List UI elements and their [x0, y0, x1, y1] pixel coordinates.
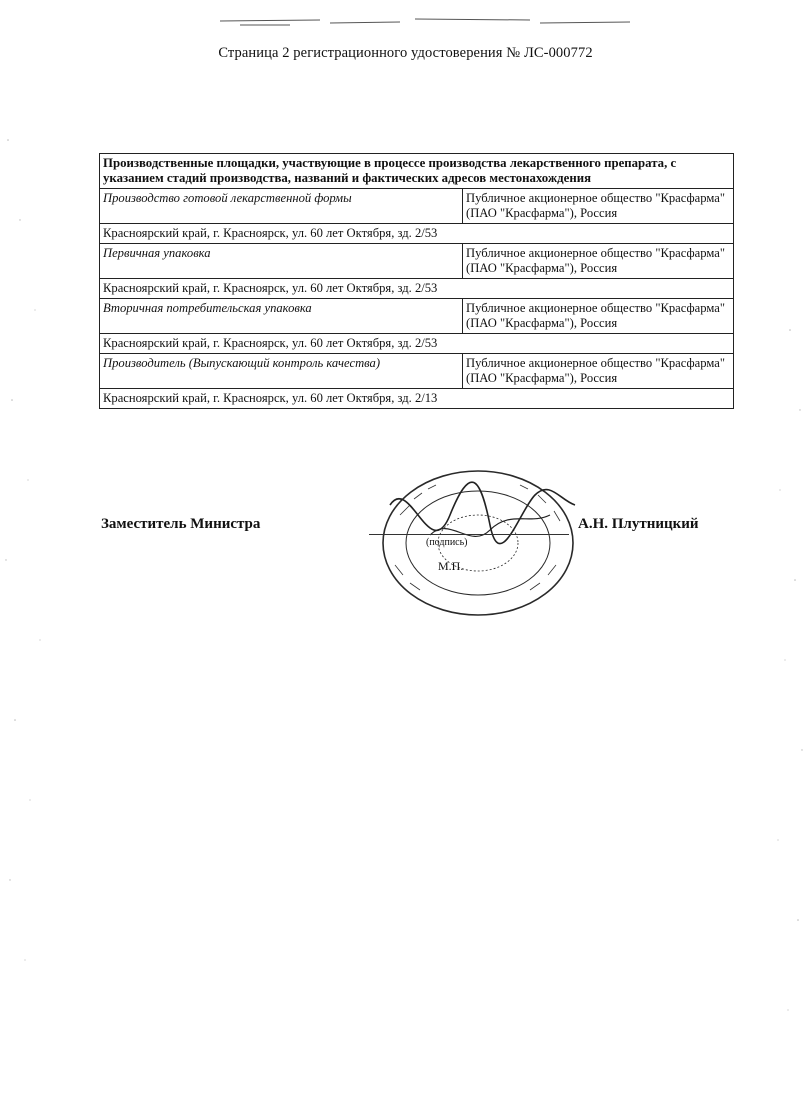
address-cell: Красноярский край, г. Красноярск, ул. 60 лет Октября, зд. 2/53 — [100, 224, 734, 244]
signatory-name: А.Н. Плутницкий — [578, 516, 699, 532]
stage-cell: Вторичная потребительская упаковка — [100, 299, 463, 334]
table-title: Производственные площадки, участвующие в процессе производства лекарственного препарата, с указанием стадий производства, названий и фактических адресов местонахождения — [100, 154, 734, 189]
stage-cell: Производство готовой лекарственной формы — [100, 189, 463, 224]
company-cell: Публичное акционерное общество "Красфарма" (ПАО "Красфарма"), Россия — [463, 244, 734, 279]
page-header: Страница 2 регистрационного удостоверения № ЛС-000772 — [218, 45, 593, 61]
table-row — [100, 189, 734, 224]
table-row — [100, 279, 734, 299]
address-cell: Красноярский край, г. Красноярск, ул. 60 лет Октября, зд. 2/13 — [100, 389, 734, 409]
stage-cell: Производитель (Выпускающий контроль качества) — [100, 354, 463, 389]
production-sites-table — [99, 153, 734, 409]
table-row — [100, 354, 734, 389]
company-cell: Публичное акционерное общество "Красфарма" (ПАО "Красфарма"), Россия — [463, 354, 734, 389]
signature-line — [369, 534, 569, 535]
signature-caption: (подпись) — [426, 537, 468, 548]
company-cell: Публичное акционерное общество "Красфарма" (ПАО "Красфарма"), Россия — [463, 299, 734, 334]
address-cell: Красноярский край, г. Красноярск, ул. 60 лет Октября, зд. 2/53 — [100, 279, 734, 299]
table-header-row — [100, 154, 734, 189]
table-row — [100, 224, 734, 244]
table-row — [100, 389, 734, 409]
table-row — [100, 244, 734, 279]
signatory-title: Заместитель Министра — [101, 516, 261, 532]
scan-noise-top — [200, 14, 640, 28]
scan-speckle-right — [740, 300, 810, 1100]
scan-speckle-left — [0, 100, 60, 1000]
stamp-place-label: М.П. — [438, 559, 464, 573]
address-cell: Красноярский край, г. Красноярск, ул. 60 лет Октября, зд. 2/53 — [100, 334, 734, 354]
table-row — [100, 299, 734, 334]
stage-cell: Первичная упаковка — [100, 244, 463, 279]
company-cell: Публичное акционерное общество "Красфарма" (ПАО "Красфарма"), Россия — [463, 189, 734, 224]
signature-block — [101, 516, 721, 616]
table-row — [100, 334, 734, 354]
